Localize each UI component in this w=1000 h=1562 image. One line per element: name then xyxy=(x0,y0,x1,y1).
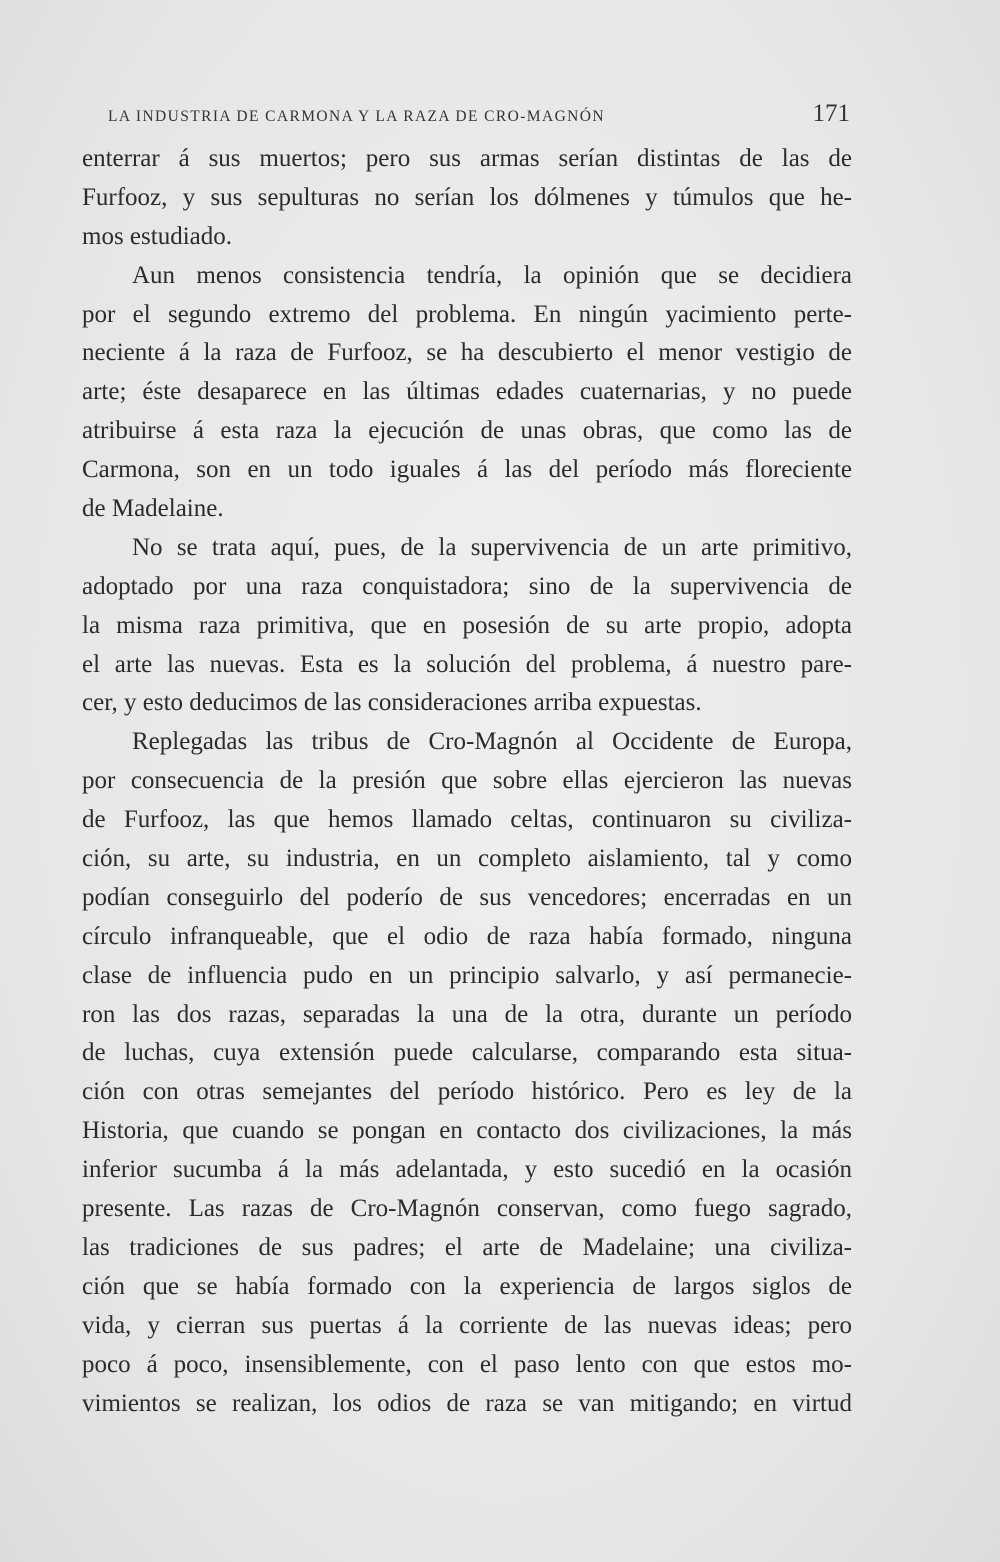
text-line: por consecuencia de la presión que sobre ellas ejercieron las nuevas xyxy=(82,767,852,795)
text-line: ción con otras semejantes del período histórico. Pero es ley de la xyxy=(82,1078,852,1106)
text-line: inferior sucumba á la más adelantada, y esto sucedió en la ocasión xyxy=(82,1156,852,1184)
text-line: arte; éste desaparece en las últimas edades cuaternarias, y no puede xyxy=(82,378,852,406)
text-line: el arte las nuevas. Esta es la solución del problema, á nuestro pare- xyxy=(82,650,852,678)
text-line: ción, su arte, su industria, en un completo aislamiento, tal y como xyxy=(82,845,852,873)
text-line: círculo infranqueable, que el odio de raza había formado, ninguna xyxy=(82,922,852,950)
text-line: clase de influencia pudo en un principio salvarlo, y así permanecie- xyxy=(82,961,852,989)
text-line: Replegadas las tribus de Cro-Magnón al Occidente de Europa, xyxy=(132,728,852,756)
text-line: atribuirse á esta raza la ejecución de unas obras, que como las de xyxy=(82,417,852,445)
page-number: 171 xyxy=(812,100,850,127)
text-line: No se trata aquí, pues, de la supervivencia de un arte primitivo, xyxy=(132,533,852,561)
text-line: vida, y cierran sus puertas á la corriente de las nuevas ideas; pero xyxy=(82,1311,852,1339)
text-line: neciente á la raza de Furfooz, se ha descubierto el menor vestigio de xyxy=(82,339,852,367)
text-line: podían conseguirlo del poderío de sus vencedores; encerradas en un xyxy=(82,883,852,911)
text-line: Furfooz, y sus sepulturas no serían los dólmenes y túmulos que he- xyxy=(82,183,852,211)
text-line: Historia, que cuando se pongan en contacto dos civilizaciones, la más xyxy=(82,1117,852,1145)
text-line: de Furfooz, las que hemos llamado celtas, continuaron su civiliza- xyxy=(82,806,852,834)
text-line: enterrar á sus muertos; pero sus armas serían distintas de las de xyxy=(82,145,852,172)
text-line: Carmona, son en un todo iguales á las del período más floreciente xyxy=(82,456,852,484)
page-header xyxy=(108,100,850,132)
text-line: poco á poco, insensiblemente, con el paso lento con que estos mo- xyxy=(82,1350,852,1378)
text-line: ron las dos razas, separadas la una de la otra, durante un período xyxy=(82,1000,852,1028)
text-line: Aun menos consistencia tendría, la opinión que se decidiera xyxy=(132,261,852,289)
text-line: adoptado por una raza conquistadora; sino de la supervivencia de xyxy=(82,572,852,600)
text-line: la misma raza primitiva, que en posesión de su arte propio, adopta xyxy=(82,611,852,639)
text-line: vimientos se realizan, los odios de raza se van mitigando; en virtud xyxy=(82,1389,852,1417)
text-line: mos estudiado. xyxy=(82,222,232,250)
body-text xyxy=(82,140,852,1423)
text-line: presente. Las razas de Cro-Magnón conservan, como fuego sagrado, xyxy=(82,1195,852,1223)
running-head: LA INDUSTRIA DE CARMONA Y LA RAZA DE CRO-MAGNÓN xyxy=(108,108,605,125)
text-line: ción que se había formado con la experiencia de largos siglos de xyxy=(82,1272,852,1300)
text-line: cer, y esto deducimos de las consideraciones arriba expuestas. xyxy=(82,689,702,717)
text-line: de Madelaine. xyxy=(82,495,224,523)
text-line: por el segundo extremo del problema. En ningún yacimiento perte- xyxy=(82,300,852,328)
text-line: de luchas, cuya extensión puede calcularse, comparando esta situa- xyxy=(82,1039,852,1067)
text-line: las tradiciones de sus padres; el arte de Madelaine; una civiliza- xyxy=(82,1233,852,1261)
